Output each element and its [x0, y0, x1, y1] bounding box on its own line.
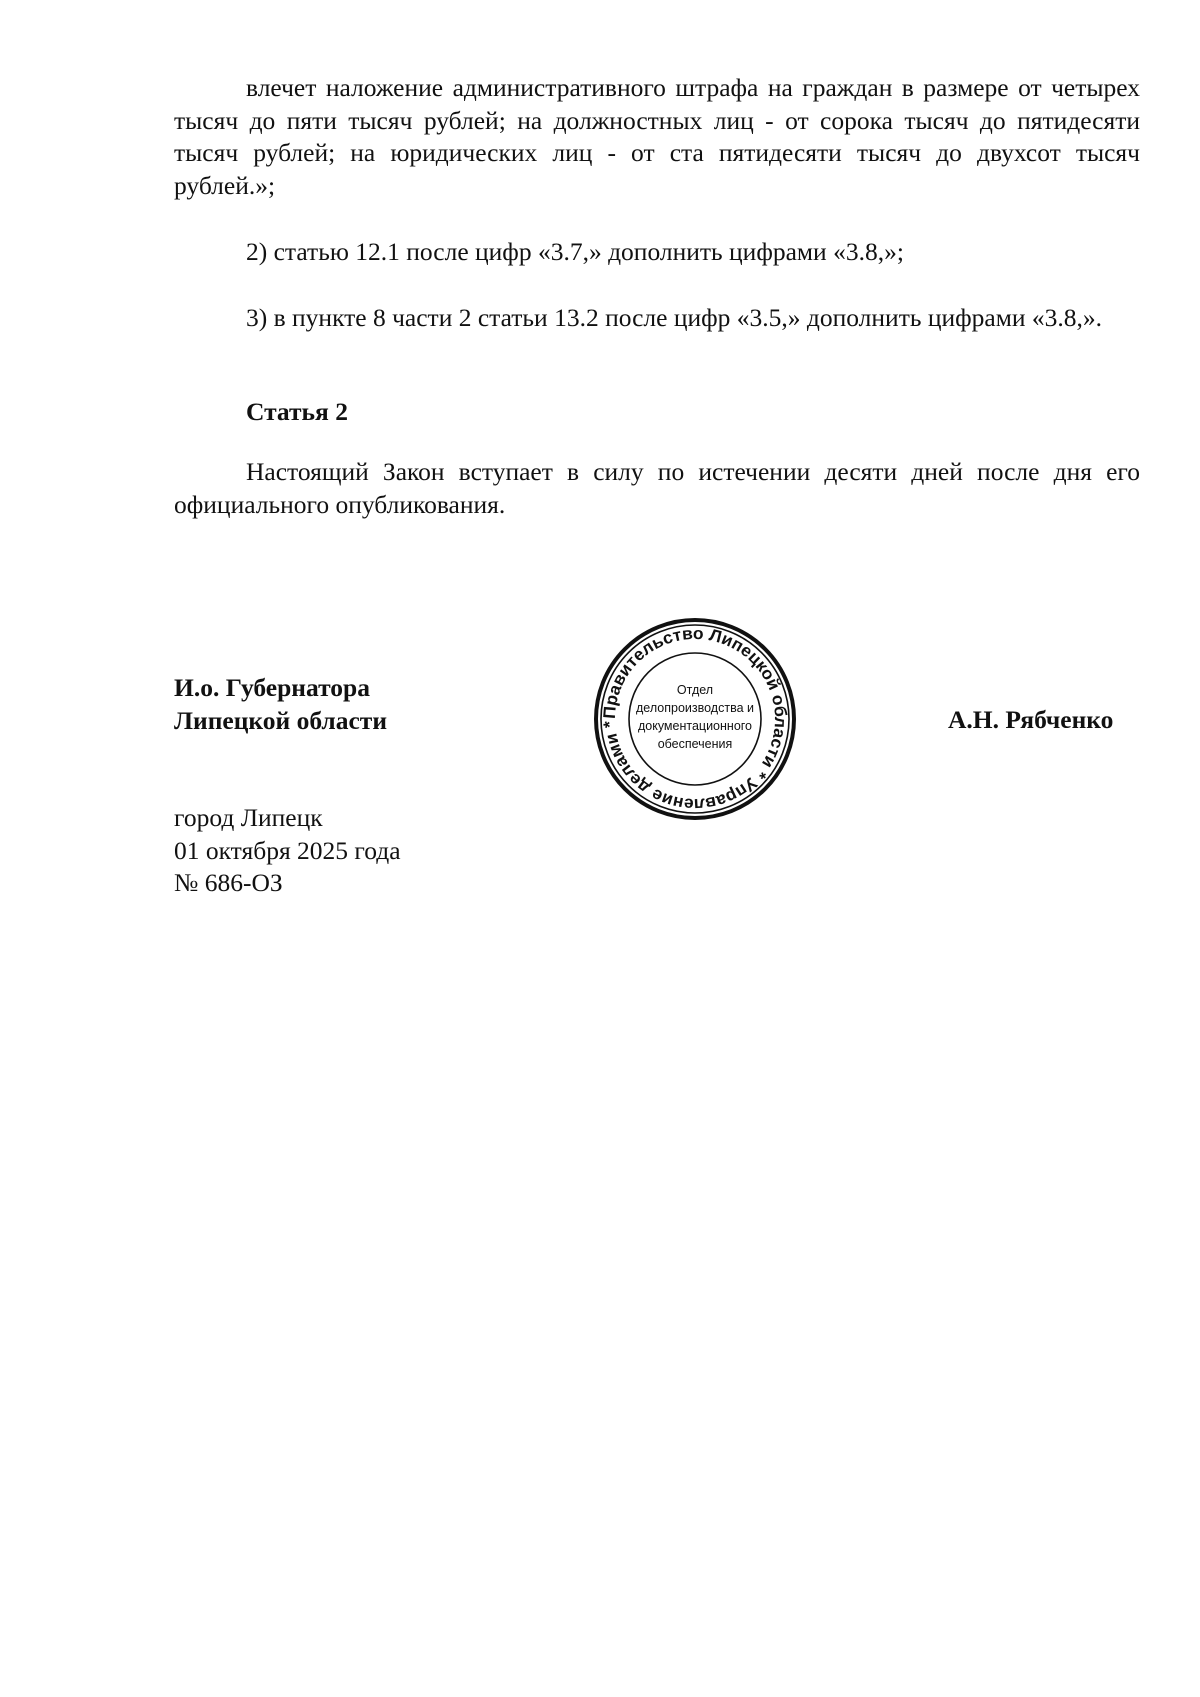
seal-inner-line-4: обеспечения [657, 737, 733, 751]
seal-inner-line-3: документационного [637, 719, 753, 733]
law-paragraph-penalties: влечет наложение административного штрафа на граждан в размере от четырех тысяч до пяти тысяч рублей; на должностных лиц - от сорока тысяч до пятидесяти тысяч рублей; на юридических лиц - от ста пятидесяти тысяч до двухсот тысяч рублей.»; [174, 73, 1140, 200]
official-seal-stamp [592, 616, 798, 822]
seal-inner-line-1: Отдел [676, 683, 714, 697]
signatory-title-line2: Липецкой области [174, 705, 388, 735]
seal-inner-line-2: делопроизводства и [636, 701, 754, 715]
document-footer [174, 802, 401, 900]
footer-date: 01 октября 2025 года [174, 835, 401, 865]
footer-number: № 686-ОЗ [174, 868, 283, 897]
law-paragraph-article-12-1: 2) статью 12.1 после цифр «3.7,» дополнить цифрами «3.8,»; [246, 237, 904, 266]
article-2-heading: Статья 2 [246, 397, 348, 426]
seal-outer-text: Правительство Липецкой области * Управление делами * [599, 623, 791, 815]
law-paragraph-article-13-2: 3) в пункте 8 части 2 статьи 13.2 после цифр «3.5,» дополнить цифрами «3.8,». [246, 303, 1103, 332]
signatory-title-line1: И.о. Губернатора [174, 673, 370, 702]
law-paragraph-entry-into-force: Настоящий Закон вступает в силу по истечении десяти дней после дня его официального опубликования. [174, 457, 1140, 519]
signatory-name: А.Н. Рябченко [948, 705, 1114, 734]
footer-city: город Липецк [174, 803, 323, 832]
signatory-title [174, 672, 387, 737]
